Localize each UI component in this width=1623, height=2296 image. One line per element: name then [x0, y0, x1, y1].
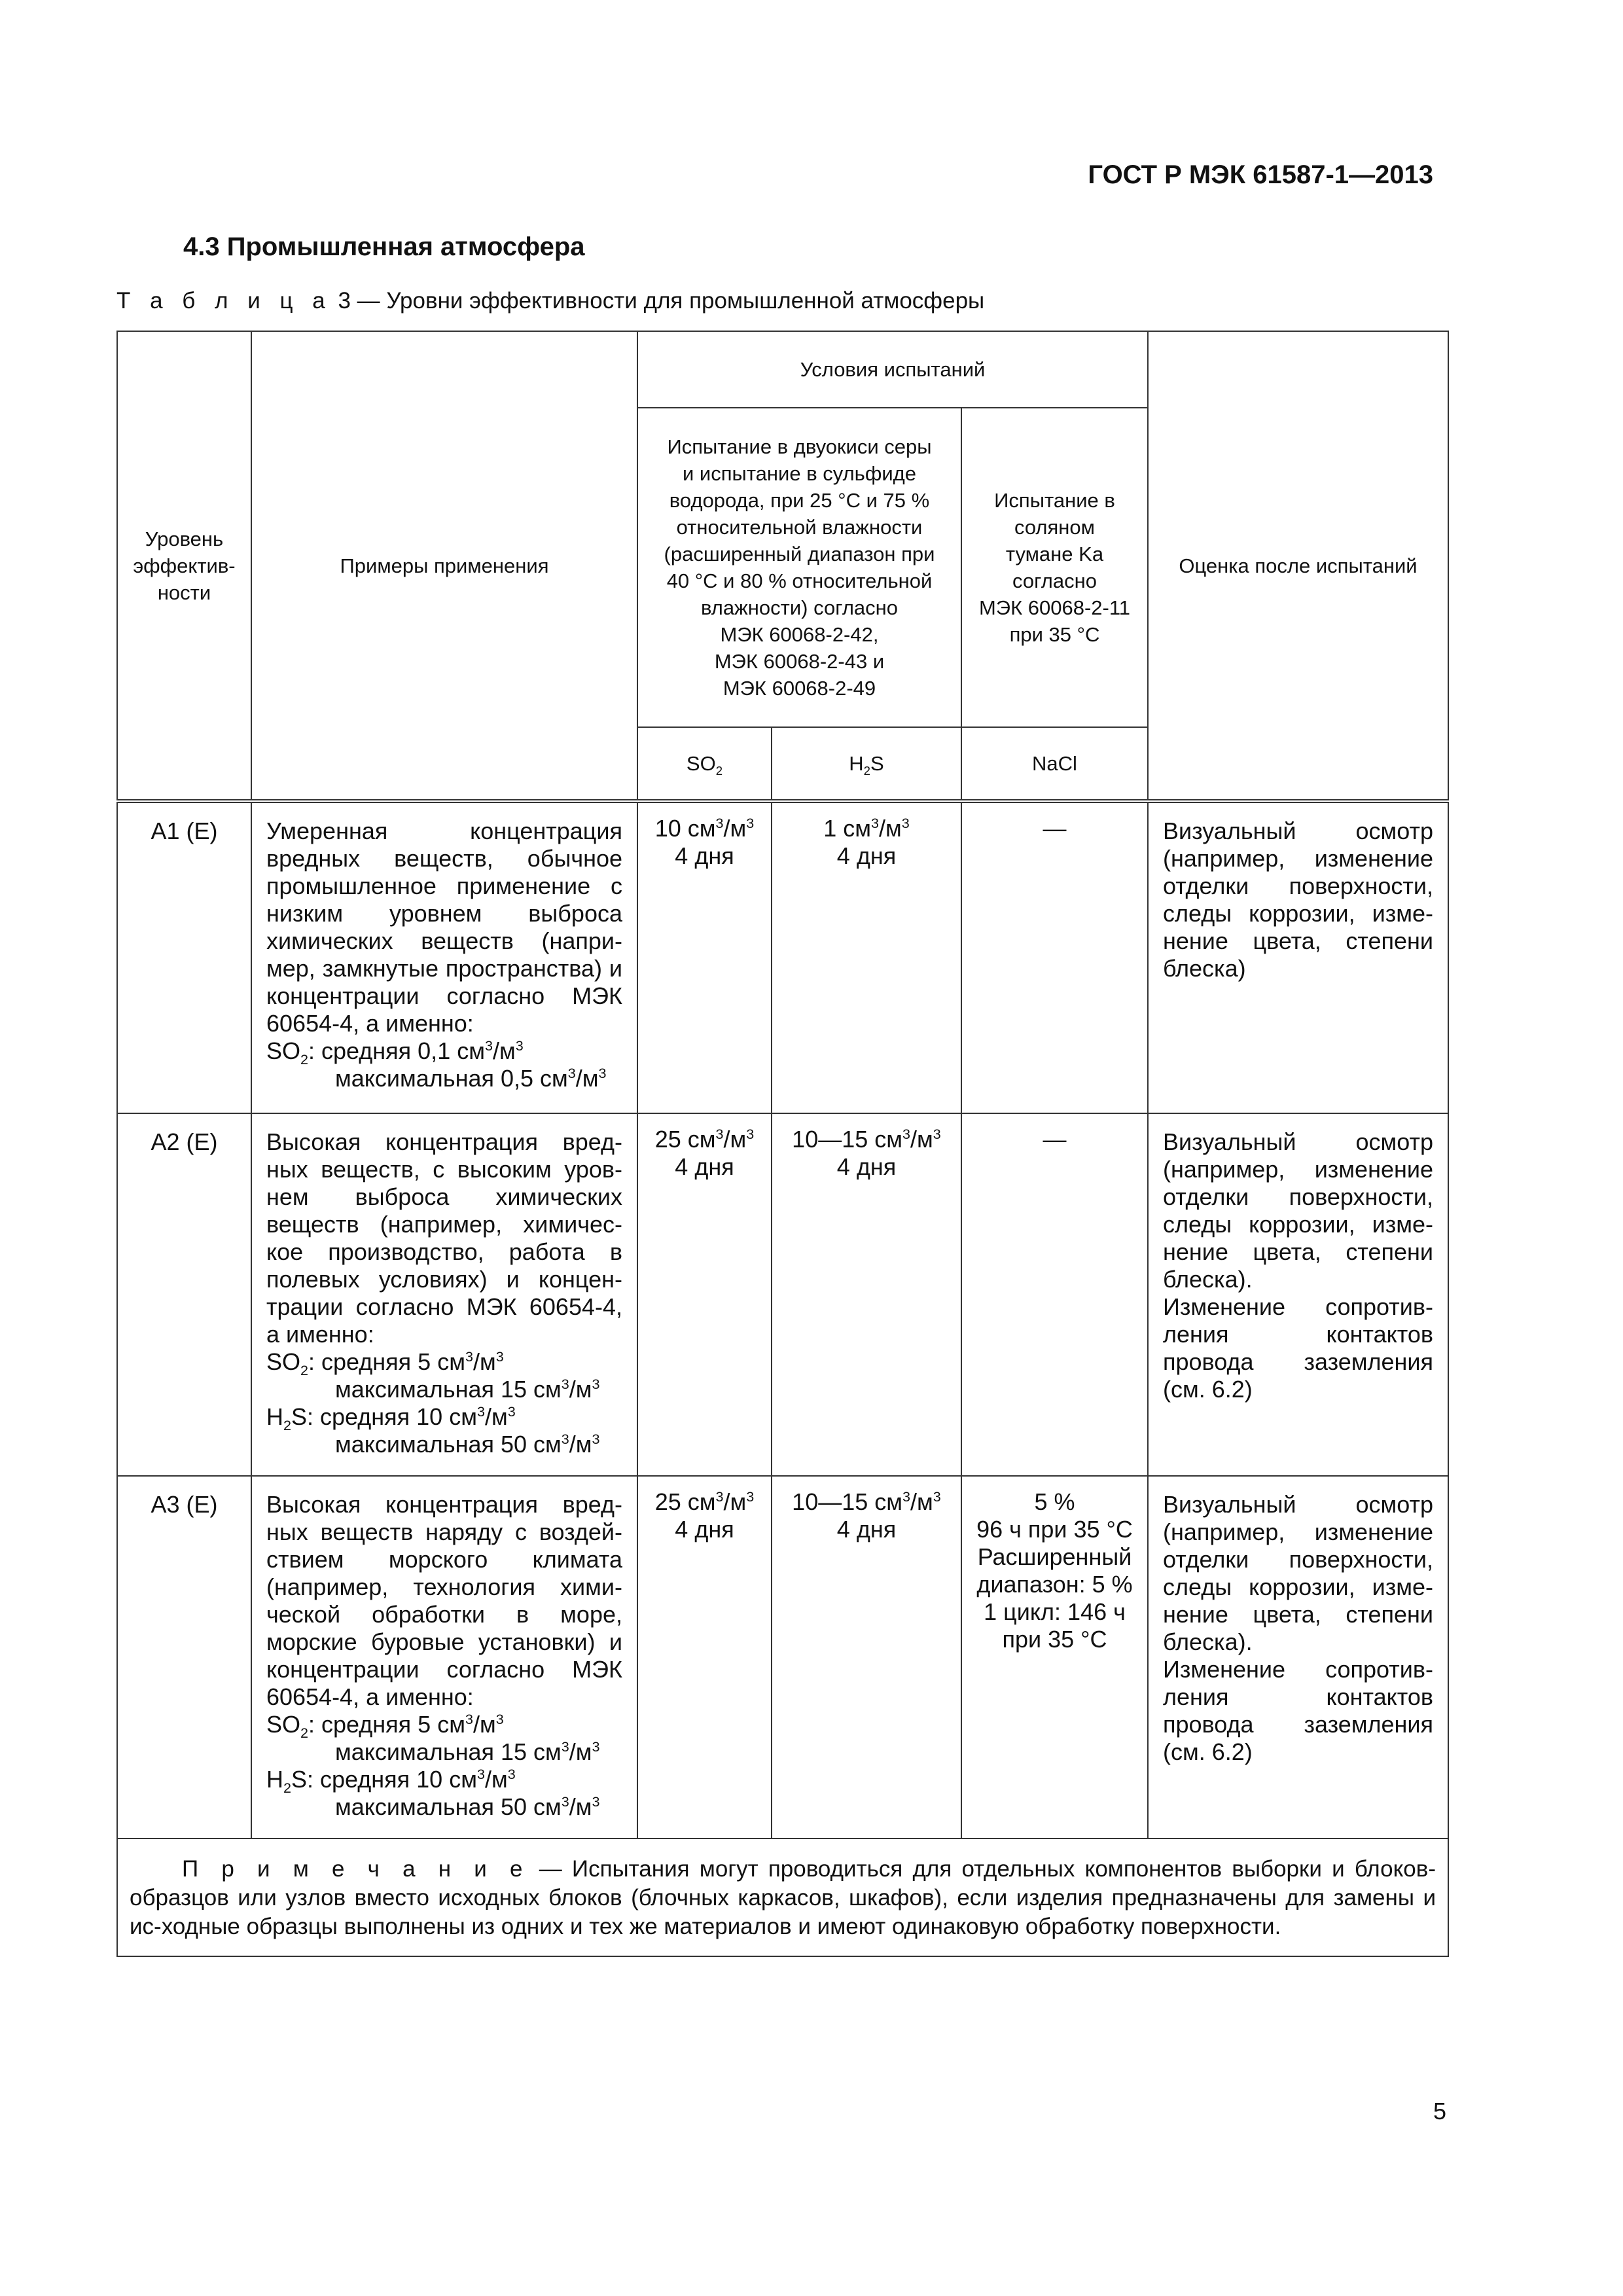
nacl-value-cell: —	[961, 801, 1148, 1113]
document-code: ГОСТ Р МЭК 61587-1—2013	[1088, 160, 1433, 189]
examples-cell: Высокая концентрация вред-ных веществ наряду с воздей-ствием морского климата (например, технология хими-ческой обработки в море, морские буровые установки) и концентрации согласно МЭК 60654-4, а именно: $SO_2$: средняя 5 $см^3/м^3$ максимальная 15 $см^3/м^3$ $H_2S$: средняя 10 $см^3/м^3$ максимальная 50 $см^3/м^3$	[251, 1476, 637, 1839]
header-gas-test: Испытание в двуокиси серы и испытание в сульфиде водорода, при 25 °C и 75 % относительной влажности (расширенный диапазон при 40 °C и 80 % относительной влажности) согласно МЭК 60068-2-42, МЭК 60068-2-43 и МЭК 60068-2-49	[637, 408, 961, 727]
h2s-value-cell: 1 $см^3/м^3$ 4 дня	[772, 801, 961, 1113]
evaluation-cell: Визуальный осмотр (например, изменение отделки поверхности, следы коррозии, изме-нение цвета, степени блеска). Изменение сопротив-ления контактов провода заземления (см. 6.2)	[1148, 1476, 1448, 1839]
table-note: П р и м е ч а н и е — Испытания могут проводиться для отдельных компонентов выборки и блоков-образцов или узлов вместо исходных блоков (блочных каркасов, шкафов), если изделия предназначены для замены и ис-ходные образцы выполнены из одних и тех же материалов и имеют одинаковую обработку поверхности.	[117, 1839, 1448, 1956]
nacl-value-cell: 5 % 96 ч при 35 °C Расширенный диапазон: 5 % 1 цикл: 146 ч при 35 °C	[961, 1476, 1148, 1839]
header-salt-test: Испытание в соляном тумане Ka согласно МЭК 60068-2-11 при 35 °C	[961, 408, 1148, 727]
h2s-value-cell: 10—15 $см^3/м^3$ 4 дня	[772, 1113, 961, 1476]
table-row	[117, 1113, 1448, 1476]
header-evaluation: Оценка после испытаний	[1148, 331, 1448, 801]
so2-value-cell: 10 $см^3/м^3$ 4 дня	[637, 801, 772, 1113]
caption-prefix: Т а б л и ц а	[116, 288, 332, 314]
table-row	[117, 1476, 1448, 1839]
table-caption	[116, 288, 984, 314]
section-title: 4.3 Промышленная атмосфера	[183, 232, 585, 261]
nacl-value-cell: —	[961, 1113, 1148, 1476]
so2-value-cell: 25 $см^3/м^3$ 4 дня	[637, 1113, 772, 1476]
table-note-row	[117, 1839, 1448, 1956]
level-cell: A3 (E)	[117, 1476, 251, 1839]
page-number: 5	[1433, 2098, 1446, 2125]
examples-cell: Умеренная концентрация вредных веществ, обычное промышленное применение с низким уровнем выброса химических веществ (напри-мер, замкнутые пространства) и концентрации согласно МЭК 60654-4, а именно: $SO_2$: средняя 0,1 $см^3/м^3$ максимальная 0,5 $см^3/м^3$	[251, 801, 637, 1113]
header-test-conditions: Условия испытаний	[637, 331, 1148, 408]
header-examples: Примеры применения	[251, 331, 637, 801]
header-h2s: $H_2S$	[772, 727, 961, 801]
level-cell: A2 (E)	[117, 1113, 251, 1476]
examples-cell: Высокая концентрация вред-ных веществ, с высоким уров-нем выброса химических веществ (например, химичес-кое производство, работа в полевых условиях) и концен-трации согласно МЭК 60654-4, а именно: $SO_2$: средняя 5 $см^3/м^3$ максимальная 15 $см^3/м^3$ $H_2S$: средняя 10 $см^3/м^3$ максимальная 50 $см^3/м^3$	[251, 1113, 637, 1476]
so2-value-cell: 25 $см^3/м^3$ 4 дня	[637, 1476, 772, 1839]
header-level: Уровень эффектив- ности	[117, 331, 251, 801]
level-cell: A1 (E)	[117, 801, 251, 1113]
caption-text: 3 — Уровни эффективности для промышленной атмосферы	[338, 288, 985, 314]
performance-levels-table	[116, 331, 1449, 1957]
header-nacl: NaCl	[961, 727, 1148, 801]
evaluation-cell: Визуальный осмотр (например, изменение отделки поверхности, следы коррозии, изме-нение цвета, степени блеска). Изменение сопротив-ления контактов провода заземления (см. 6.2)	[1148, 1113, 1448, 1476]
h2s-value-cell: 10—15 $см^3/м^3$ 4 дня	[772, 1476, 961, 1839]
header-so2: $SO_2$	[637, 727, 772, 801]
evaluation-cell: Визуальный осмотр (например, изменение отделки поверхности, следы коррозии, изме-нение цвета, степени блеска)	[1148, 801, 1448, 1113]
table-row	[117, 801, 1448, 1113]
